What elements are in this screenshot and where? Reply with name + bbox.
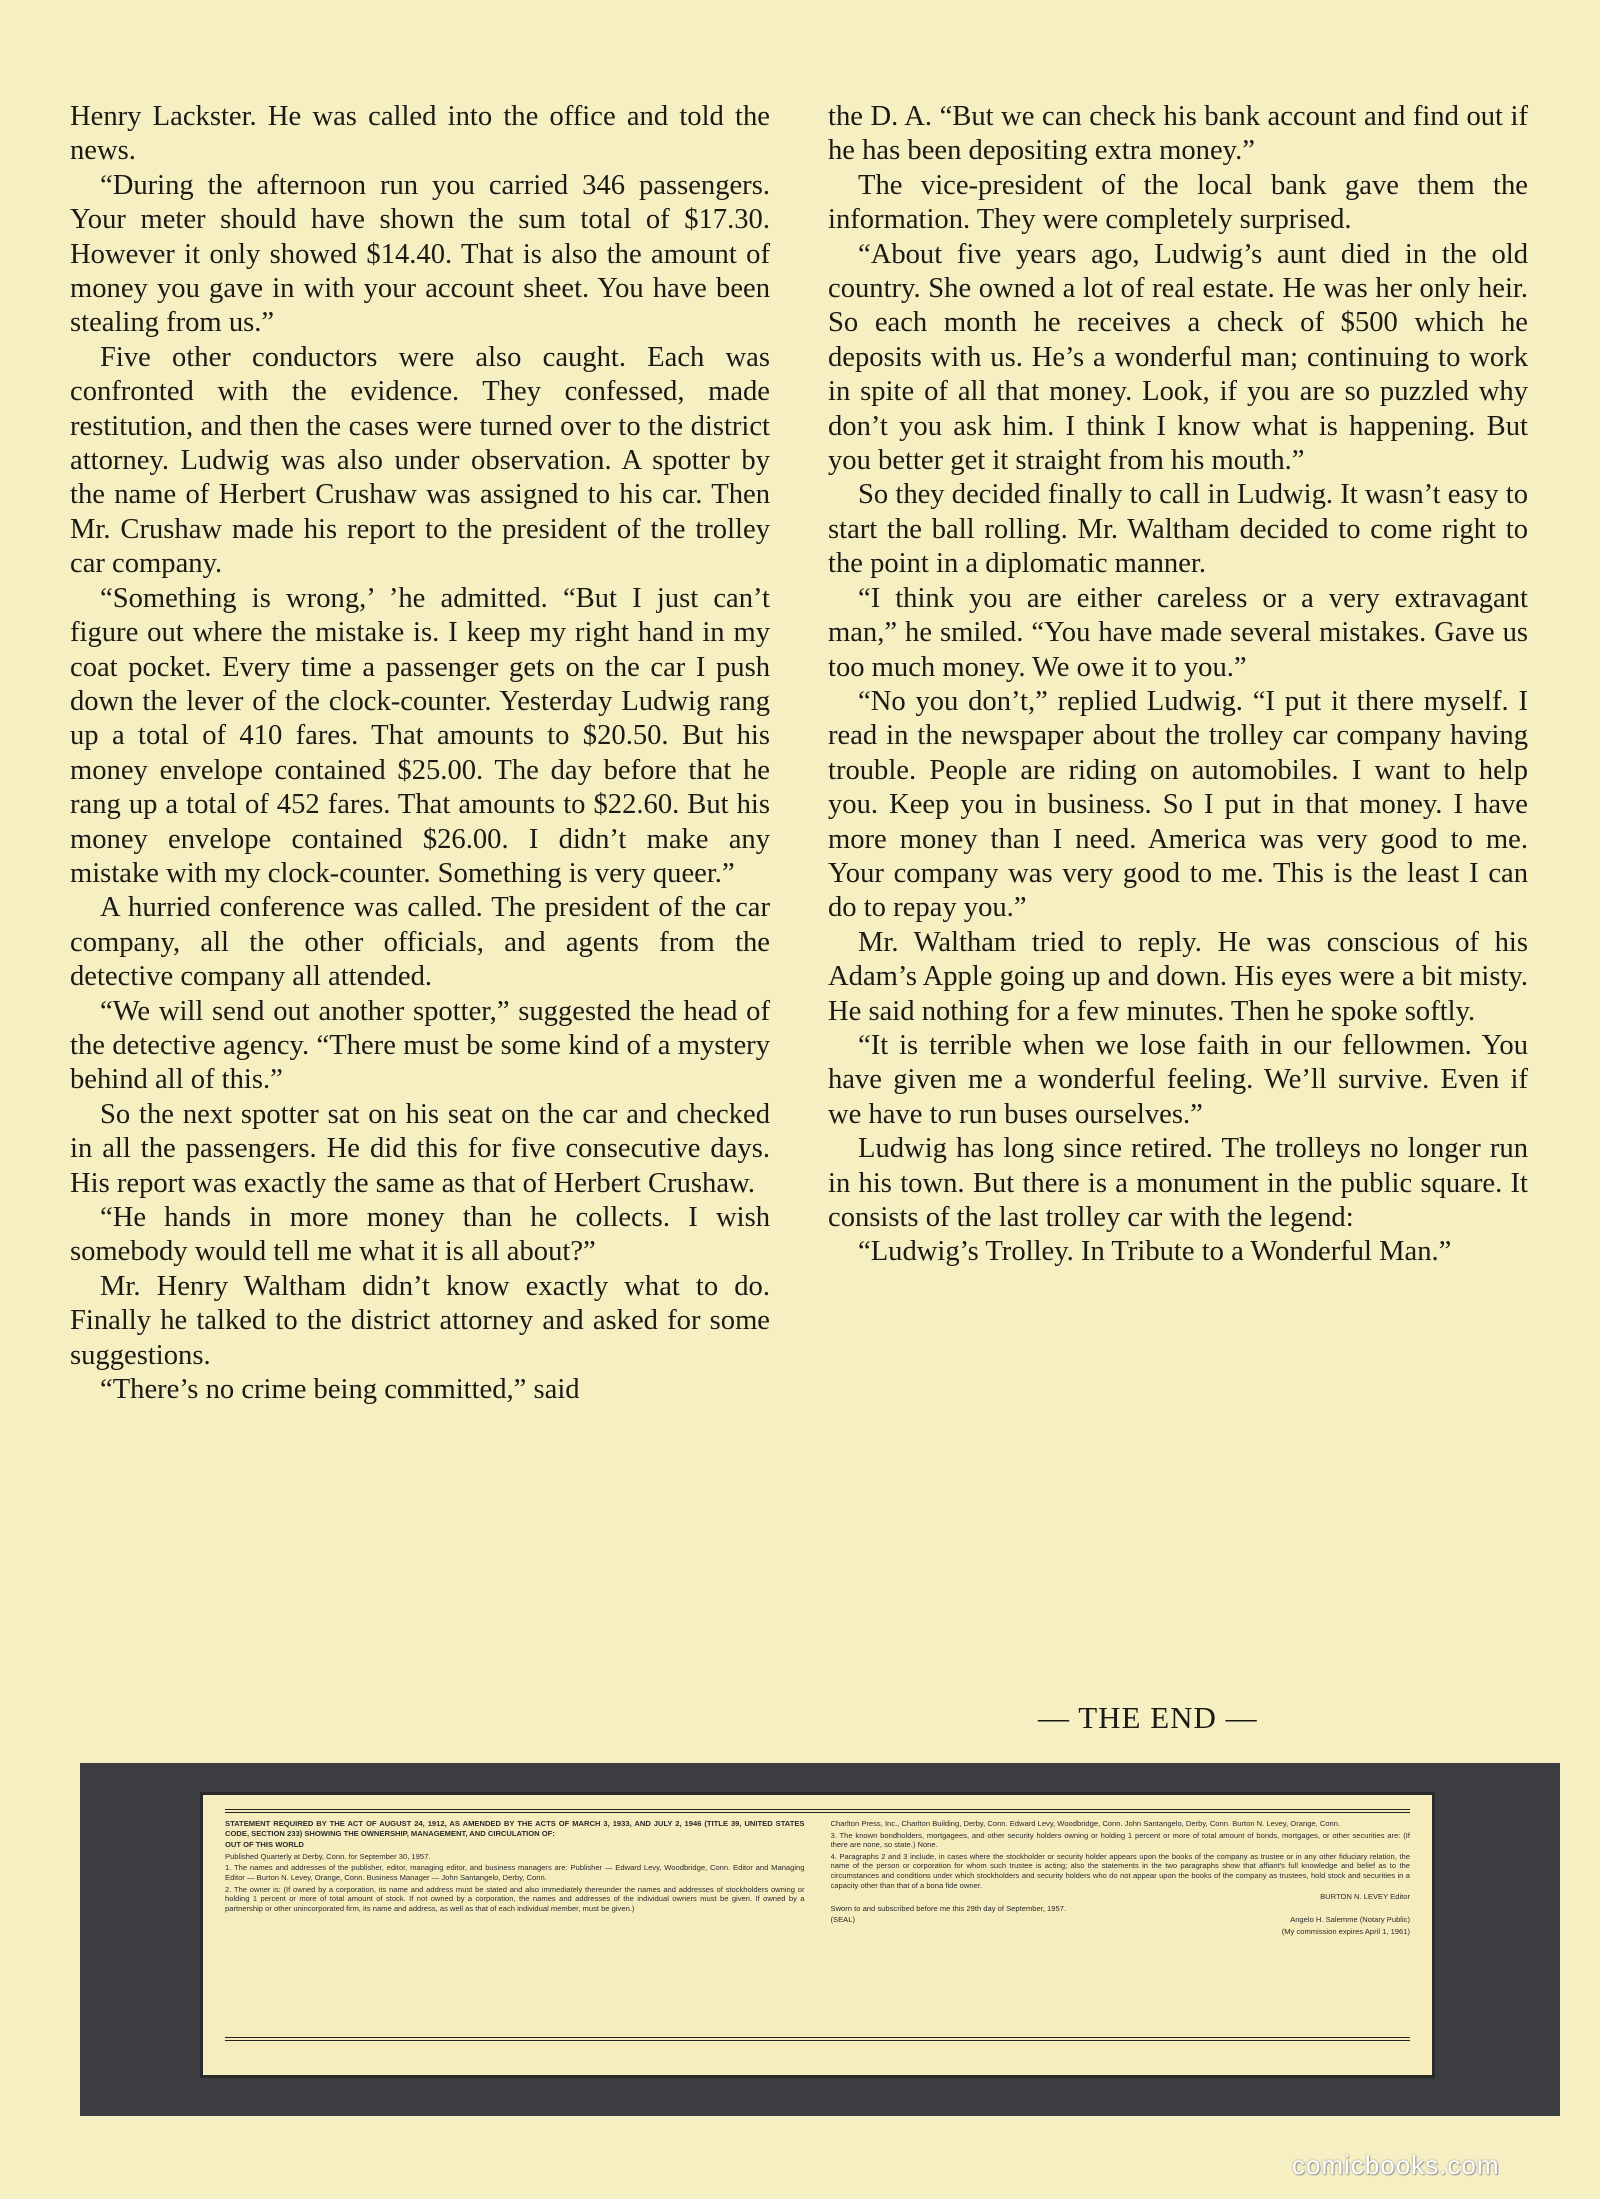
story-paragraph: “No you don’t,” replied Ludwig. “I put it there myself. I read in the newspaper about the trolley car company having trouble. People are riding on automobiles. I want to help you. Keep you in business. So I put in that money. I have more money than I need. America was very good to me. Your company was very good to me. This is the least I can do to repay you.” bbox=[828, 685, 1528, 924]
story-paragraph: “About five years ago, Ludwig’s aunt died in the old country. She owned a lot of real estate. He was her only heir. So each month he receives a check of $500 which he deposits with us. He’s a wonderful man; continuing to work in spite of all that money. Look, if you are so puzzled why don’t you ask him. I think I know what is happening. But you better get it straight from his mouth.” bbox=[828, 238, 1528, 477]
statement-title: OUT OF THIS WORLD bbox=[225, 1840, 304, 1850]
story-column-right bbox=[828, 100, 1528, 1270]
story-paragraph: “He hands in more money than he collects. I wish somebody would tell me what it is all about?” bbox=[70, 1202, 770, 1268]
statement-item-2: 2. The owner is: (If owned by a corporation, its name and address must be stated and also immediately thereunder the names and addresses of stockholders owning or holding 1 percent or more of total amount of stock. If not owned by a corporation, the names and addresses of the individual owners must be given. If owned by a partnership or other unincorporated firm, its name and address, as well as that of each individual member, must be given.) bbox=[225, 1884, 805, 1913]
story-paragraph: Five other conductors were also caught. Each was confronted with the evidence. They confessed, made restitution, and then the cases were turned over to the district attorney. Ludwig was also under observation. A spotter by the name of Herbert Crushaw was assigned to his car. Then Mr. Crushaw made his report to the president of the trolley car company. bbox=[70, 341, 770, 580]
statement-notary-line bbox=[831, 1915, 1411, 1925]
story-paragraph: So they decided finally to call in Ludwig. It wasn’t easy to start the ball rolling. Mr. Waltham decided to come right to the point in a diplomatic manner. bbox=[828, 479, 1528, 580]
story-paragraph: Henry Lackster. He was called into the office and told the news. bbox=[70, 101, 770, 167]
statement-published: Published Quarterly at Derby, Conn. for September 30, 1957. bbox=[225, 1851, 431, 1861]
story-column-left bbox=[70, 100, 770, 1407]
story-paragraph: So the next spotter sat on his seat on the car and checked in all the passengers. He did this for five consecutive days. His report was exactly the same as that of Herbert Crushaw. bbox=[70, 1098, 770, 1199]
statement-signer: BURTON N. LEVEY Editor bbox=[1320, 1892, 1410, 1902]
statement-notary: Angelo H. Salemme (Notary Public) bbox=[1290, 1915, 1410, 1925]
statement-item-4: 4. Paragraphs 2 and 3 include, in cases where the stockholder or security holder appears upon the books of the company as trustee or in any other fiduciary relation, the name of the person or corporation for whom such trustee is acting; also the statements in the two paragraphs show that affiant's full knowledge and belief as to the circumstances and conditions under which stockholders and security holders who do not appear upon the books of the company as trustees, hold stock and securities in a capacity other than that of a bona fide owner. bbox=[830, 1851, 1410, 1890]
statement-sworn: Sworn to and subscribed before me this 29th day of September, 1957. bbox=[830, 1903, 1067, 1913]
story-paragraph: “Ludwig’s Trolley. In Tribute to a Wonderful Man.” bbox=[858, 1236, 1452, 1268]
statement-owners: Charlton Press, Inc., Charlton Building, Derby, Conn. Edward Levy, Woodbridge, Conn. John Santangelo, Derby, Conn. Burton N. Levey, Orange, Conn. bbox=[830, 1819, 1341, 1828]
story-paragraph: Mr. Henry Waltham didn’t know exactly what to do. Finally he talked to the district attorney and asked for some suggestions. bbox=[70, 1270, 770, 1371]
statement-item-1: 1. The names and addresses of the publisher, editor, managing editor, and business managers are: Publisher — Edward Levy, Woodbridge, Conn. Editor and Managing Editor — Burton N. Levey, Orange, Conn. Business Manager — John Santangelo, Derby, Conn. bbox=[225, 1863, 805, 1882]
story-paragraph: A hurried conference was called. The president of the car company, all the other officials, and agents from the detective company all attended. bbox=[70, 892, 770, 993]
story-paragraph: “There’s no crime being committed,” said bbox=[100, 1374, 580, 1406]
story-paragraph: The vice-president of the local bank gave them the information. They were completely surprised. bbox=[828, 169, 1528, 236]
story-paragraph: “It is terrible when we lose faith in our fellowmen. You have given me a wonderful feeling. We’ll survive. Even if we have to run buses ourselves.” bbox=[828, 1029, 1528, 1130]
statement-column-right bbox=[831, 1819, 1411, 2037]
the-end-label: — THE END — bbox=[1038, 1700, 1258, 1735]
story-paragraph: the D. A. “But we can check his bank account and find out if he has been depositing extra money.” bbox=[828, 101, 1528, 167]
ownership-statement bbox=[200, 1792, 1435, 2078]
statement-column-left bbox=[225, 1819, 805, 2037]
statement-seal: (SEAL) bbox=[830, 1915, 855, 1925]
statement-commission: (My commission expires April 1, 1961) bbox=[1281, 1926, 1410, 1936]
site-watermark: comicbooks.com bbox=[1292, 2150, 1500, 2180]
story-paragraph: “We will send out another spotter,” suggested the head of the detective agency. “There must be some kind of a mystery behind all of this.” bbox=[70, 995, 770, 1096]
statement-item-3: 3. The known bondholders, mortgagees, and other security holders owning or holding 1 percent or more of total amount of bonds, mortgages, or other securities are: (If there are none, so state.) None. bbox=[830, 1830, 1410, 1850]
story-paragraph: “Something is wrong,’ ’he admitted. “But I just can’t figure out where the mistake is. I keep my right hand in my coat pocket. Every time a passenger gets on the car I push down the lever of the clock-counter. Yesterday Ludwig rang up a total of 410 fares. That amounts to $20.50. But his money envelope contained $25.00. The day before that he rang up a total of 452 fares. That amounts to $22.60. But his money envelope contained $26.00. I didn’t make any mistake with my clock-counter. Something is very queer.” bbox=[70, 582, 770, 889]
story-paragraph: “During the afternoon run you carried 346 passengers. Your meter should have shown the sum total of $17.30. However it only showed $14.40. That is also the amount of money you gave in with your account sheet. You have been stealing from us.” bbox=[70, 169, 770, 339]
story-paragraph: Mr. Waltham tried to reply. He was conscious of his Adam’s Apple going up and down. His eyes were a bit misty. He said nothing for a few minutes. Then he spoke softly. bbox=[828, 926, 1528, 1027]
story-paragraph: Ludwig has long since retired. The trolleys no longer run in his town. But there is a monument in the public square. It consists of the last trolley car with the legend: bbox=[828, 1133, 1528, 1233]
statement-heading: STATEMENT REQUIRED BY THE ACT OF AUGUST 24, 1912, AS AMENDED BY THE ACTS OF MARCH 3, 1933, AND JULY 2, 1946 (TITLE 39, UNITED STATES CODE, SECTION 233) SHOWING THE OWNERSHIP, MANAGEMENT, AND CIRCULATION OF: bbox=[225, 1819, 805, 1838]
story-paragraph: “I think you are either careless or a very extravagant man,” he smiled. “You have made several mistakes. Gave us too much money. We owe it to you.” bbox=[828, 582, 1528, 683]
